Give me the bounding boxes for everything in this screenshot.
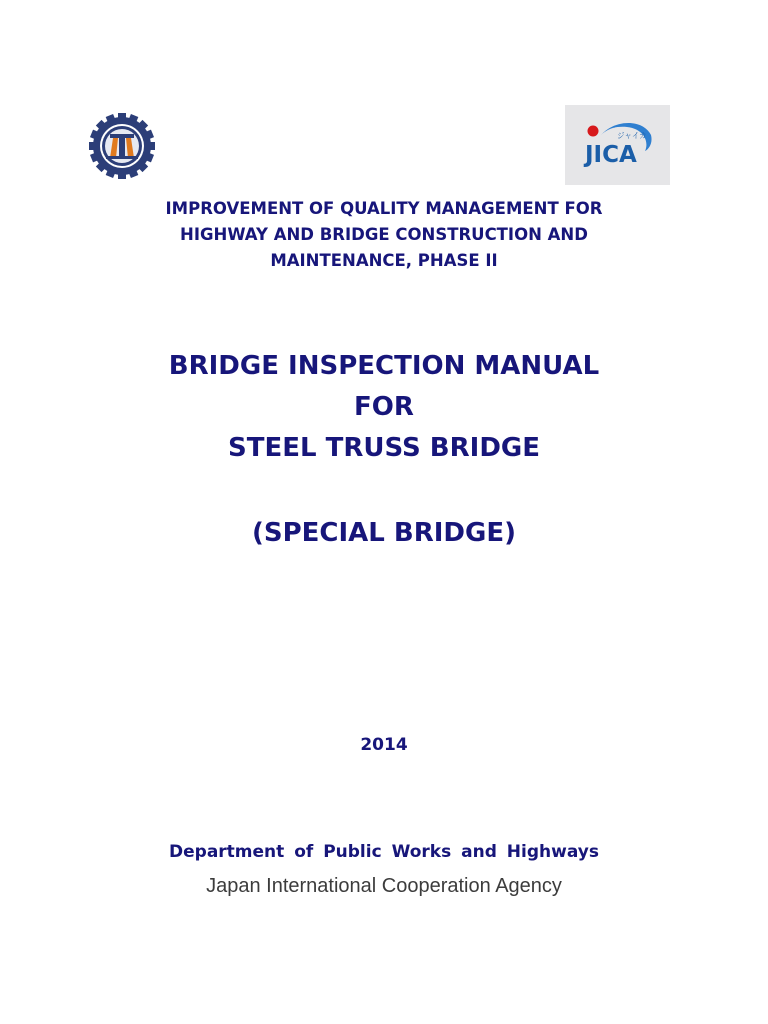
jica-wordmark: JICA bbox=[585, 142, 637, 168]
project-line: HIGHWAY AND BRIDGE CONSTRUCTION AND bbox=[180, 225, 588, 244]
dpwh-seal-icon bbox=[88, 112, 156, 180]
jica-logo-icon bbox=[565, 105, 670, 185]
title-line: FOR bbox=[354, 392, 414, 422]
title-line: STEEL TRUSS BRIDGE bbox=[228, 433, 540, 463]
publication-year: 2014 bbox=[360, 735, 408, 755]
department-name: Department of Public Works and Highways bbox=[169, 842, 599, 862]
agency-name: Japan International Cooperation Agency bbox=[206, 875, 562, 897]
project-line: MAINTENANCE, PHASE II bbox=[270, 251, 498, 270]
manual-subtitle: (SPECIAL BRIDGE) bbox=[252, 518, 516, 548]
jica-katakana: ジャイカ bbox=[617, 131, 647, 140]
project-heading bbox=[120, 196, 648, 274]
manual-title bbox=[100, 346, 668, 469]
project-line: IMPROVEMENT OF QUALITY MANAGEMENT FOR bbox=[165, 199, 603, 218]
title-line: BRIDGE INSPECTION MANUAL bbox=[168, 351, 600, 381]
